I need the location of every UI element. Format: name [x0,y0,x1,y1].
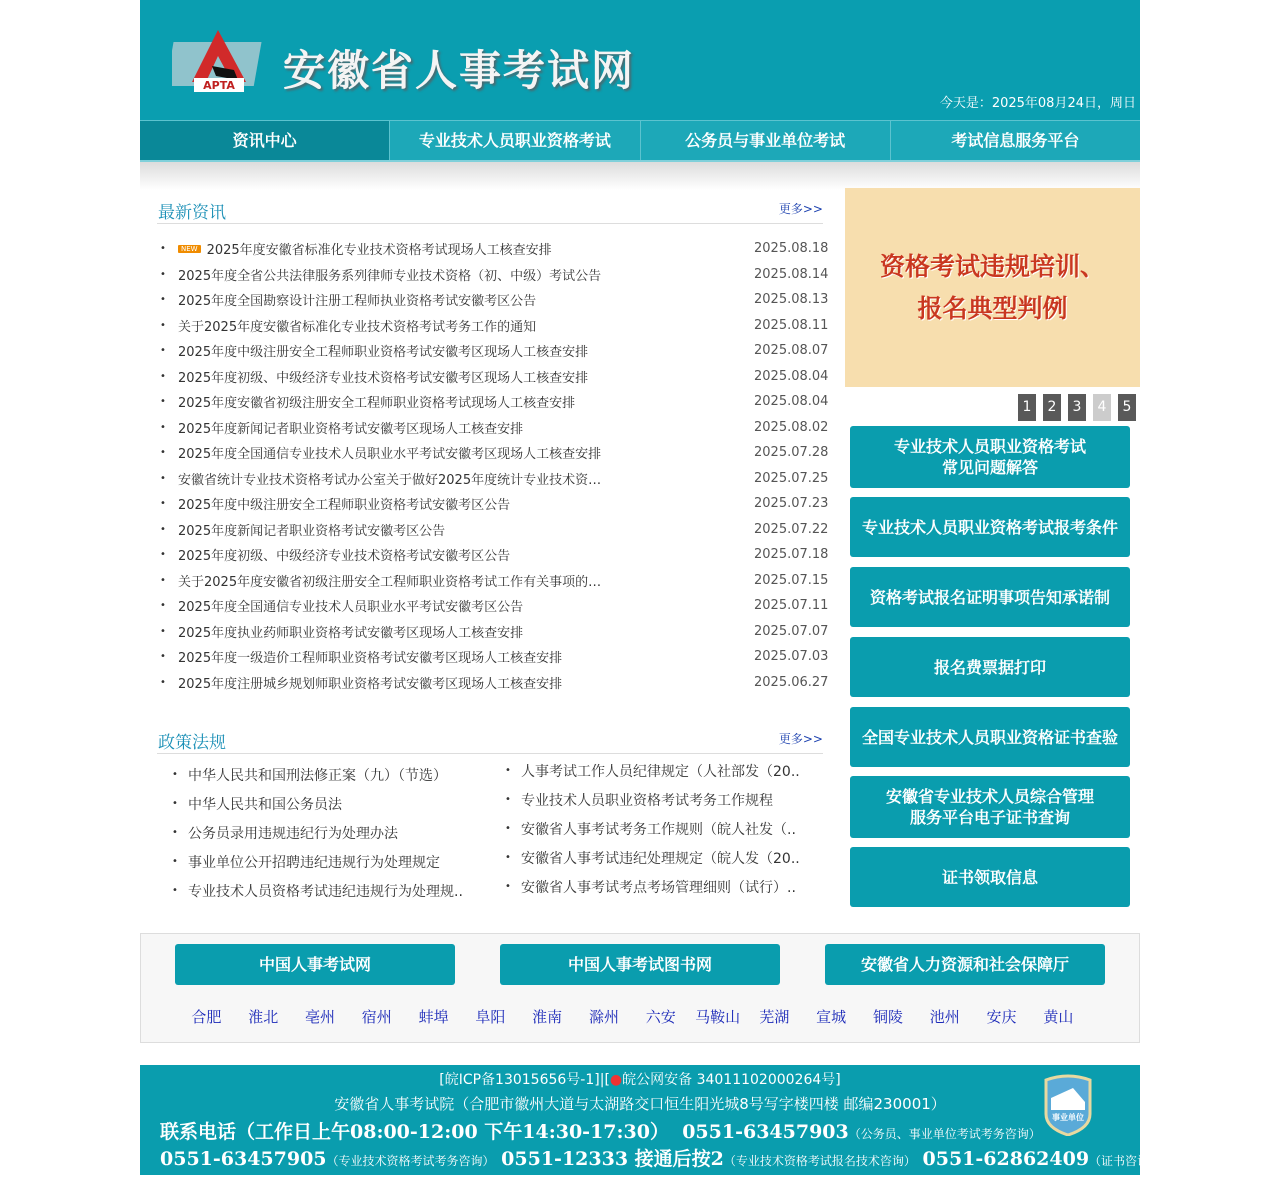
policy-title[interactable]: 安徽省人事考试考务工作规则（皖人社发（.. [521,821,796,838]
bullet-icon: • [160,370,166,382]
news-title[interactable]: 2025年度全国通信专业技术人员职业水平考试安徽考区现场人工核查安排 [178,447,602,463]
news-date: 2025.08.14 [754,266,829,282]
news-date: 2025.08.04 [754,368,829,384]
news-list [160,236,829,695]
news-item[interactable] [160,364,829,390]
city-link[interactable]: 马鞍山 [695,1008,741,1026]
button-label [886,786,1094,828]
news-title[interactable]: 2025年度中级注册安全工程师职业资格考试安徽考区现场人工核查安排 [178,345,589,361]
policy-item[interactable] [505,814,800,843]
city-link[interactable]: 宣城 [816,1008,847,1026]
policy-title[interactable]: 专业技术人员职业资格考试考务工作规程 [521,792,773,809]
bullet-icon: • [160,625,166,637]
news-item[interactable] [160,517,829,543]
news-title[interactable]: 2025年度新闻记者职业资格考试安徽考区现场人工核查安排 [178,421,524,437]
label-line: 资格考试报名证明事项告知承诺制 [869,587,1110,607]
icp-link[interactable]: [皖ICP备13015656号-1]|[ [439,1072,610,1088]
policy-item[interactable] [505,872,800,901]
city-link[interactable]: 池州 [929,1008,960,1026]
more-link[interactable]: 更多>> [778,732,823,746]
button-label [862,727,1118,748]
news-date: 2025.08.04 [754,394,829,410]
policy-item[interactable] [505,843,800,872]
city-link[interactable]: 蚌埠 [418,1008,449,1026]
nav-news-center[interactable]: 资讯中心 [140,121,390,160]
quick-link-button[interactable] [850,847,1130,907]
nav-professional-exam[interactable]: 专业技术人员职业资格考试 [390,121,640,160]
links-section [140,933,1140,1043]
news-title[interactable]: 安徽省统计专业技术资格考试办公室关于做好2025年度统计专业技术资… [178,472,602,488]
pager-page[interactable]: 3 [1068,394,1086,421]
policy-title[interactable]: 公务员录用违规违纪行为处理办法 [188,825,398,842]
news-date: 2025.08.11 [754,317,829,333]
bullet-icon: • [160,319,166,331]
quick-link-button[interactable] [850,426,1130,488]
news-item[interactable] [160,466,829,492]
policy-title[interactable]: 事业单位公开招聘违纪违规行为处理规定 [188,854,440,871]
phone-note: （公务员、事业单位考试考务咨询） [848,1127,1041,1141]
nav-info-platform[interactable]: 考试信息服务平台 [951,131,1080,150]
link-cpta[interactable]: 中国人事考试网 [175,944,455,985]
banner-line: 报名典型判例 [917,293,1068,323]
footer [140,1065,1162,1175]
news-date: 2025.08.07 [754,343,829,359]
policy-item[interactable] [172,847,463,876]
news-date: 2025.08.02 [754,419,829,435]
news-item[interactable] [160,670,829,696]
city-link[interactable]: 安庆 [986,1008,1017,1026]
news-title[interactable]: 2025年度初级、中级经济专业技术资格考试安徽考区公告 [178,549,511,565]
news-title[interactable]: 2025年度初级、中级经济专业技术资格考试安徽考区现场人工核查安排 [178,370,589,386]
bullet-icon: • [505,794,511,805]
policy-title[interactable]: 人事考试工作人员纪律规定（人社部发（20.. [521,763,800,780]
phone-note: （证书咨询） [1089,1154,1162,1168]
city-link[interactable]: 铜陵 [872,1008,903,1026]
policy-list-left [172,760,463,905]
city-link[interactable]: 滁州 [588,1008,619,1026]
banner-line: 资格考试违规培训、 [879,251,1105,281]
latest-news-header [157,190,823,224]
news-date: 2025.07.25 [754,470,829,486]
label-line: 安徽省专业技术人员综合管理 [885,787,1094,806]
bullet-icon: • [160,549,166,561]
news-item[interactable] [160,593,829,619]
bullet-icon: • [160,574,166,586]
site-title: 安徽省人事考试网 [283,46,636,95]
news-item[interactable] [160,644,829,670]
news-date: 2025.08.18 [754,241,829,257]
svg-text:APTA: APTA [203,79,235,92]
bullet-icon: • [160,498,166,510]
label-line: 证书领取信息 [941,867,1038,887]
bullet-icon: • [160,676,166,688]
bullet-icon: • [172,798,178,809]
bullet-icon: • [160,472,166,484]
news-title[interactable]: 2025年度全国通信专业技术人员职业水平考试安徽考区公告 [178,600,524,616]
city-link[interactable]: 阜阳 [475,1008,506,1026]
quick-link-button[interactable] [850,707,1130,767]
news-item[interactable] [160,262,829,288]
policy-item[interactable] [172,760,463,789]
label-line: 专业技术人员职业资格考试报考条件 [861,517,1118,537]
bullet-icon: • [172,769,178,780]
news-date: 2025.07.18 [754,547,829,563]
news-title[interactable]: 2025年度安徽省标准化专业技术资格考试现场人工核查安排 [206,243,552,259]
policy-item[interactable] [505,756,800,785]
bullet-icon: • [505,765,511,776]
policy-item[interactable] [505,785,800,814]
policy-title[interactable]: 中华人民共和国刑法修正案（九）（节选） [188,767,447,784]
policy-item[interactable] [172,818,463,847]
promo-banner[interactable] [845,188,1140,387]
label-line: 常见问题解答 [941,458,1038,477]
quick-link-button[interactable] [850,497,1130,557]
nav-shadow [140,162,1140,190]
news-item[interactable] [160,287,829,313]
police-badge-icon: ● [609,1072,623,1088]
phone-note: （专业技术资格考试考务咨询） [326,1154,495,1168]
city-link[interactable]: 黄山 [1043,1008,1074,1026]
news-item[interactable] [160,313,829,339]
label-line: 报名费票据打印 [933,657,1046,677]
phone: 0551-12333 接通后按2 [501,1148,724,1170]
phone-label: 联系电话（工作日上午08:00-12:00 下午14:30-17:30） [160,1121,669,1143]
news-title[interactable]: 2025年度注册城乡规划师职业资格考试安徽考区现场人工核查安排 [178,676,563,692]
city-link[interactable]: 淮南 [532,1008,563,1026]
main-nav [140,120,1140,162]
bullet-icon: • [160,396,166,408]
news-item[interactable] [160,440,829,466]
news-date: 2025.06.27 [754,674,829,690]
city-link[interactable]: 宿州 [361,1008,392,1026]
bullet-icon: • [505,852,511,863]
police-record-link[interactable]: 皖公网安备 34011102000264号] [622,1072,841,1088]
city-link[interactable]: 合肥 [191,1008,222,1026]
news-title[interactable]: 关于2025年度安徽省初级注册安全工程师职业资格考试工作有关事项的… [178,574,602,590]
news-date: 2025.07.28 [754,445,829,461]
section-title: 政策法规 [158,733,226,753]
bullet-icon: • [160,345,166,357]
banner-pager [1018,394,1136,421]
bullet-icon: • [160,447,166,459]
bullet-icon: • [505,823,511,834]
pager-page[interactable]: 5 [1118,394,1136,421]
button-label [894,436,1086,478]
label-line: 服务平台电子证书查询 [909,808,1070,827]
button-label [934,657,1046,678]
quick-link-button[interactable] [850,567,1130,627]
city-link[interactable]: 芜湖 [759,1008,790,1026]
current-date: 今天是：2025年08月24日，周日 [939,96,1136,111]
quick-link-button[interactable] [850,637,1130,697]
phone-line-1 [160,1117,1041,1144]
news-item[interactable] [160,389,829,415]
news-date: 2025.08.13 [754,292,829,308]
news-title[interactable]: 2025年度新闻记者职业资格考试安徽考区公告 [178,523,446,539]
news-title[interactable]: 2025年度全省公共法律服务系列律师专业技术资格（初、中级）考试公告 [178,268,602,284]
news-item[interactable] [160,542,829,568]
city-link[interactable]: 六安 [645,1008,676,1026]
policy-title[interactable]: 安徽省人事考试考点考场管理细则（试行）.. [521,879,796,896]
news-title[interactable]: 2025年度安徽省初级注册安全工程师职业资格考试现场人工核查安排 [178,396,576,412]
policy-title[interactable]: 安徽省人事考试违纪处理规定（皖人发（20.. [521,850,800,867]
public-institution-badge-icon[interactable] [1043,1074,1093,1136]
address: 安徽省人事考试院（合肥市徽州大道与太湖路交口恒生阳光城8号写字楼四楼 邮编230001） [334,1095,946,1113]
new-badge: NEW [178,245,201,253]
bullet-icon: • [160,421,166,433]
policy-list-right [505,756,800,901]
button-label [870,587,1110,608]
city-links [178,1006,1087,1027]
news-date: 2025.07.22 [754,521,829,537]
icp-line [140,1069,1140,1089]
bullet-icon: • [172,856,178,867]
news-date: 2025.07.15 [754,572,829,588]
news-item[interactable] [160,619,829,645]
bullet-icon: • [160,268,166,280]
policy-item[interactable] [172,789,463,818]
policy-title[interactable]: 专业技术人员资格考试违纪违规行为处理规.. [188,883,463,900]
policy-header [157,720,823,754]
phone-note: （专业技术资格考试报名技术咨询） [723,1154,916,1168]
city-link[interactable]: 淮北 [248,1008,279,1026]
news-title[interactable]: 2025年度执业药师职业资格考试安徽考区现场人工核查安排 [178,625,524,641]
nav-civil-servant-exam[interactable]: 公务员与事业单位考试 [641,121,891,160]
section-title: 最新资讯 [158,203,226,223]
pager-page[interactable]: 2 [1043,394,1061,421]
link-ah-hrss[interactable]: 安徽省人力资源和社会保障厅 [825,944,1105,985]
phone: 0551-63457903 [682,1121,849,1143]
link-cpta-books[interactable]: 中国人事考试图书网 [500,944,780,985]
news-item[interactable] [160,415,829,441]
news-title[interactable]: 2025年度中级注册安全工程师职业资格考试安徽考区公告 [178,498,511,514]
svg-text:事业单位: 事业单位 [1052,1113,1084,1122]
more-link[interactable]: 更多>> [778,202,823,216]
quick-link-button[interactable] [850,776,1130,838]
phone-line-2 [160,1144,1161,1171]
news-date: 2025.07.07 [754,623,829,639]
bullet-icon: • [160,651,166,663]
pager-page[interactable]: 1 [1018,394,1036,421]
news-date: 2025.07.11 [754,598,829,614]
phone: 0551-63457905 [160,1148,327,1170]
pager-page[interactable]: 4 [1093,394,1111,421]
news-title[interactable]: 2025年度一级造价工程师职业资格考试安徽考区现场人工核查安排 [178,651,563,667]
news-title[interactable]: 关于2025年度安徽省标准化专业技术资格考试考务工作的通知 [178,319,537,335]
bullet-icon: • [172,827,178,838]
news-item[interactable] [160,236,829,262]
city-link[interactable]: 亳州 [304,1008,335,1026]
bullet-icon: • [160,294,166,306]
policy-item[interactable] [172,876,463,905]
bullet-icon: • [160,600,166,612]
button-label [942,867,1038,888]
label-line: 全国专业技术人员职业资格证书查验 [861,727,1118,747]
policy-title[interactable]: 中华人民共和国公务员法 [188,796,342,813]
button-label [862,517,1118,538]
news-title[interactable]: 2025年度全国勘察设计注册工程师执业资格考试安徽考区公告 [178,294,537,310]
bullet-icon: • [172,885,178,896]
news-item[interactable] [160,568,829,594]
label-line: 专业技术人员职业资格考试 [893,437,1086,456]
apta-logo[interactable] [172,28,268,94]
site-header [140,0,1140,120]
news-item[interactable] [160,338,829,364]
news-date: 2025.07.03 [754,649,829,665]
news-item[interactable] [160,491,829,517]
news-date: 2025.07.23 [754,496,829,512]
bullet-icon: • [160,243,166,255]
bullet-icon: • [160,523,166,535]
phone: 0551-62862409 [922,1148,1090,1170]
bullet-icon: • [505,881,511,892]
